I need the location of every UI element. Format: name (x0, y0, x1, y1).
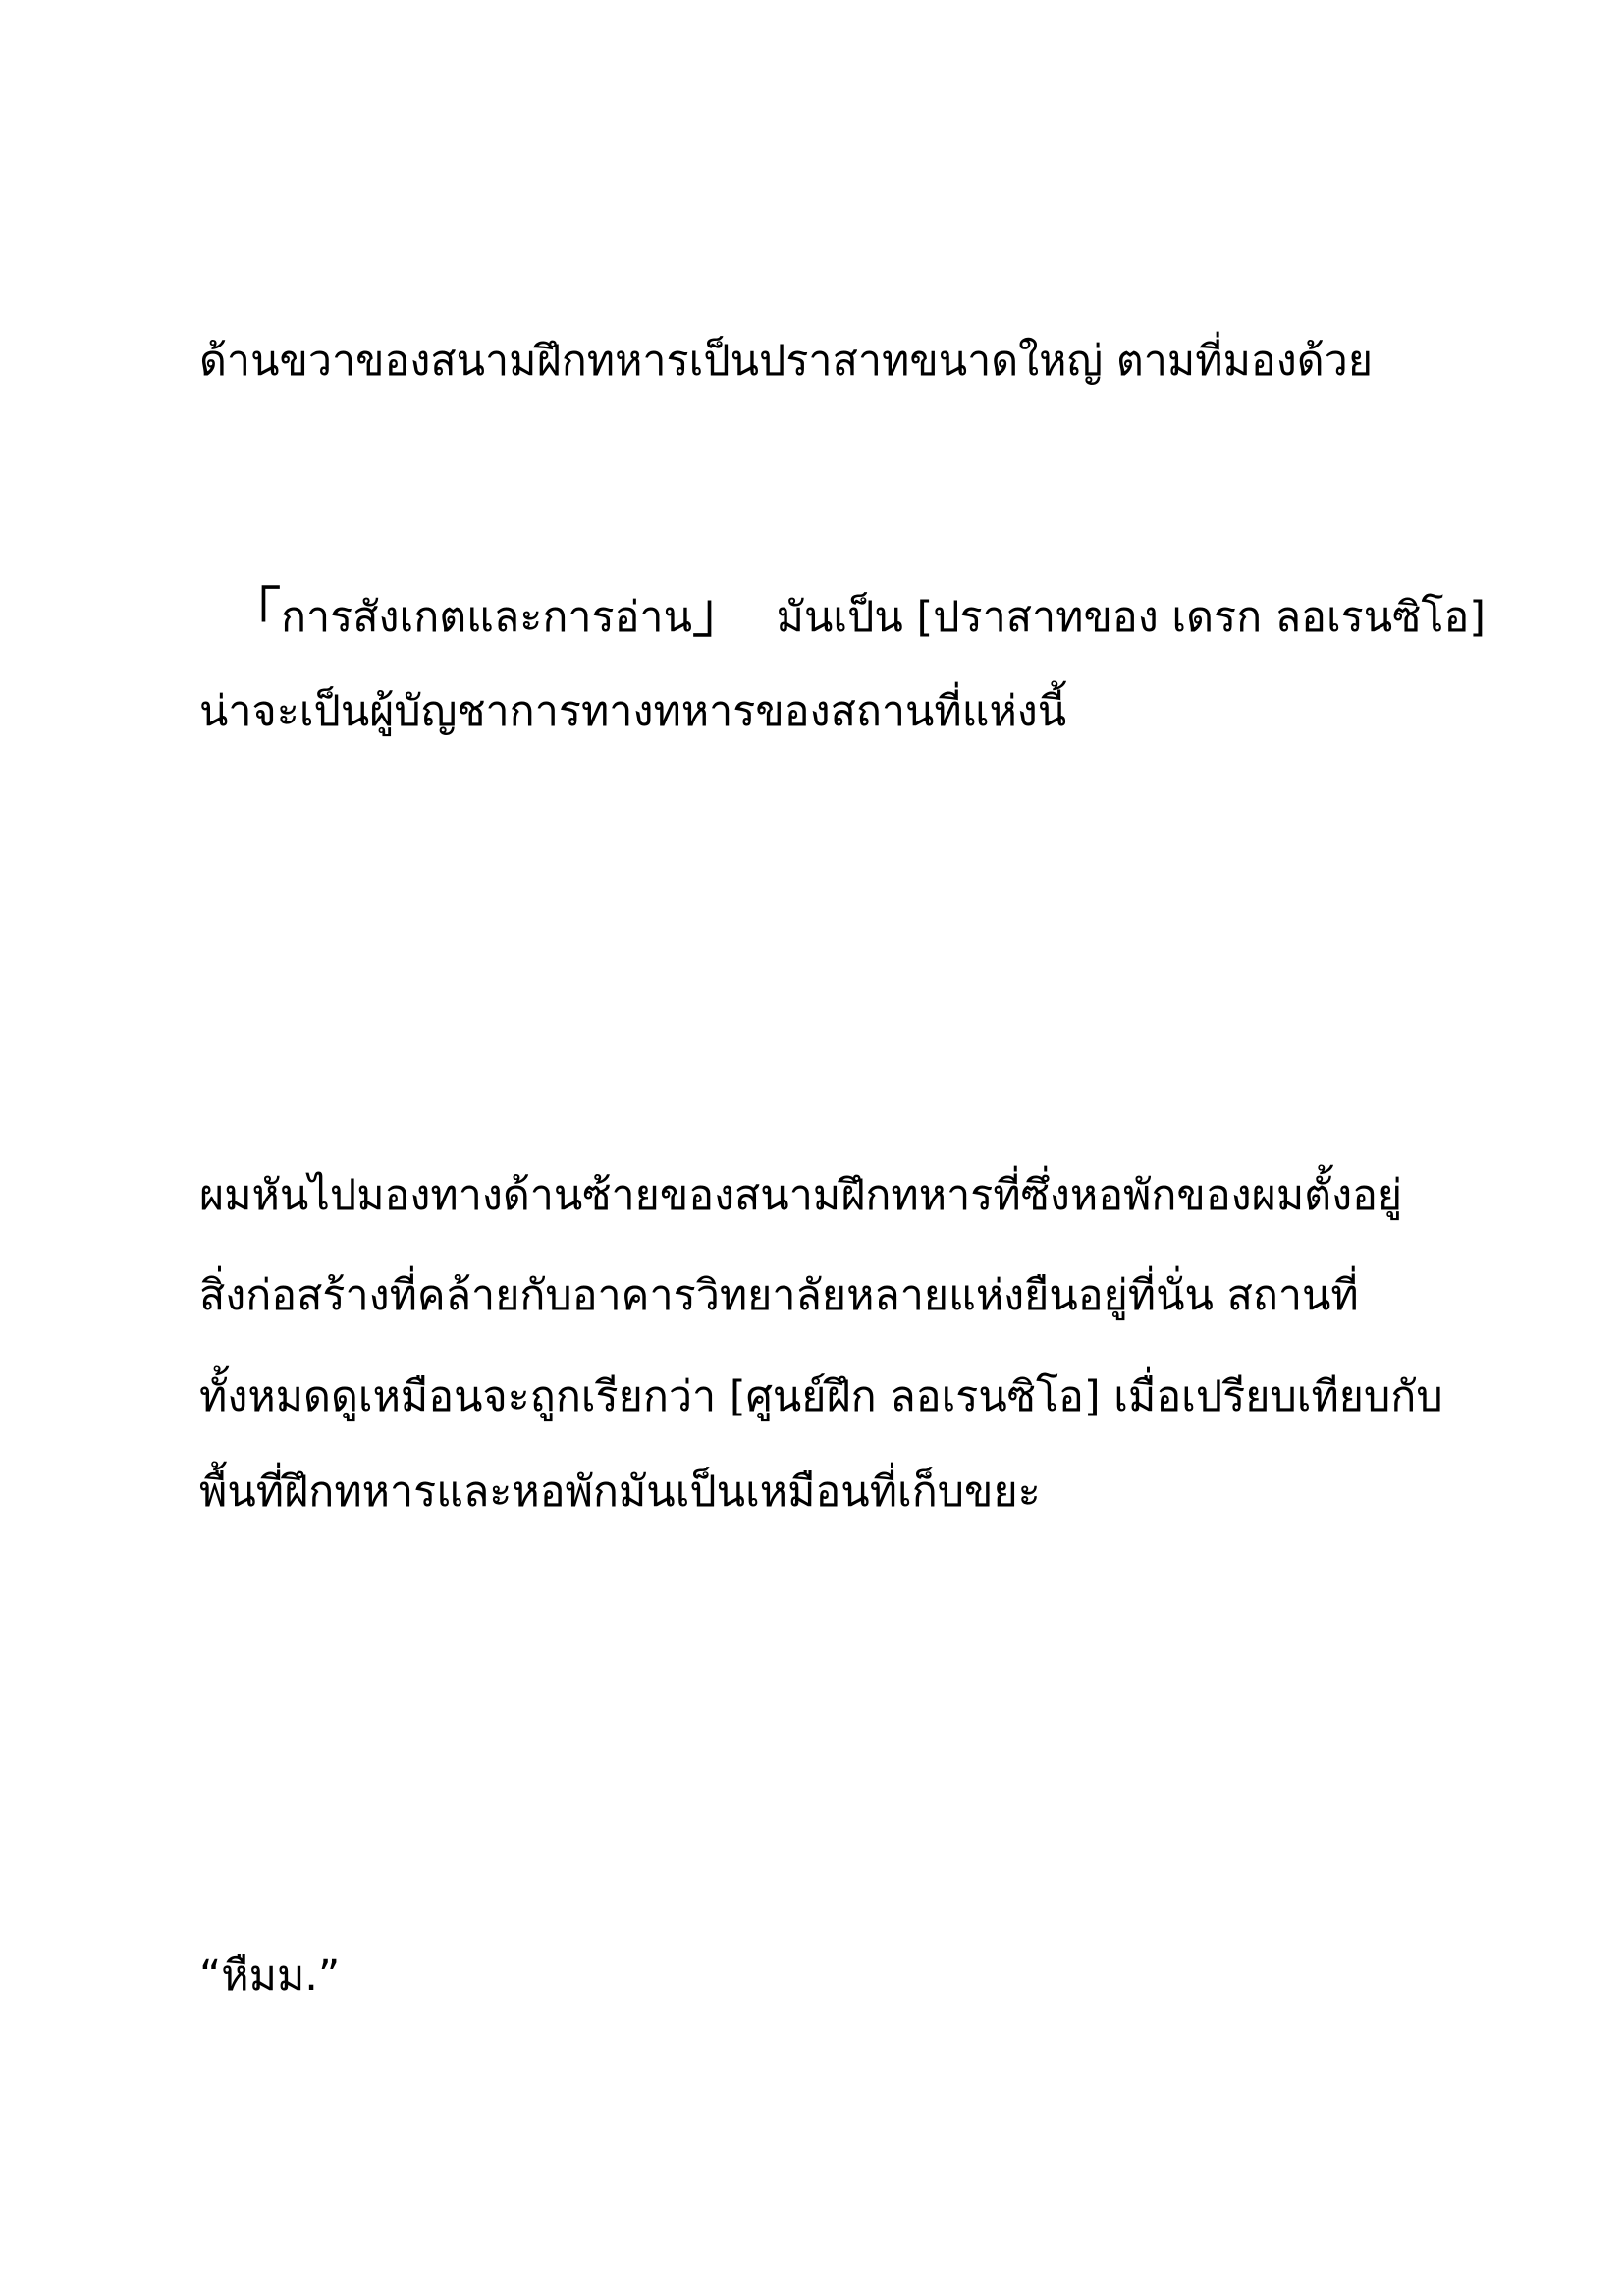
paragraph-2-line-1-rest: มันเป็น [ปราสาทของ เดรก ลอเรนซิโอ] (776, 593, 1487, 642)
paragraph-3-line-4: พื้นที่ฝึกทหารและหอพักมันเป็นเหมือนที่เก็บขยะ (199, 1468, 1041, 1517)
paragraph-3-line-3: ทั้งหมดดูเหมือนจะถูกเรียกว่า [ศูนย์ฝึก ลอเรนซิโอ] เมื่อเปรียบเทียบกับ (199, 1372, 1443, 1421)
paragraph-2-line-1 (228, 584, 1486, 647)
paragraph-1-line-1: ด้านขวาของสนามฝึกทหารเป็นปราสาทขนาดใหญ่ ตามที่มองด้วย (199, 337, 1374, 386)
paragraph-3-line-2: สิ่งก่อสร้างที่คล้ายกับอาคารวิทยาลัยหลายแห่งยืนอยู่ที่นั่น สถานที่ (199, 1271, 1359, 1320)
skill-name: การสังเกตและการอ่าน (281, 593, 692, 642)
paragraph-3-line-1: ผมหันไปมองทางด้านซ้ายของสนามฝึกทหารที่ซึ่งหอพักของผมตั้งอยู่ (199, 1171, 1403, 1220)
paragraph-2-line-2: น่าจะเป็นผู้บัญชาการทางทหารของสถานที่แห่งนี้ (199, 687, 1067, 736)
skill-open-bracket: 「 (228, 582, 281, 644)
paragraph-4-line-1: “หืมม.” (199, 1951, 341, 2001)
skill-close-bracket: 」 (691, 582, 745, 644)
